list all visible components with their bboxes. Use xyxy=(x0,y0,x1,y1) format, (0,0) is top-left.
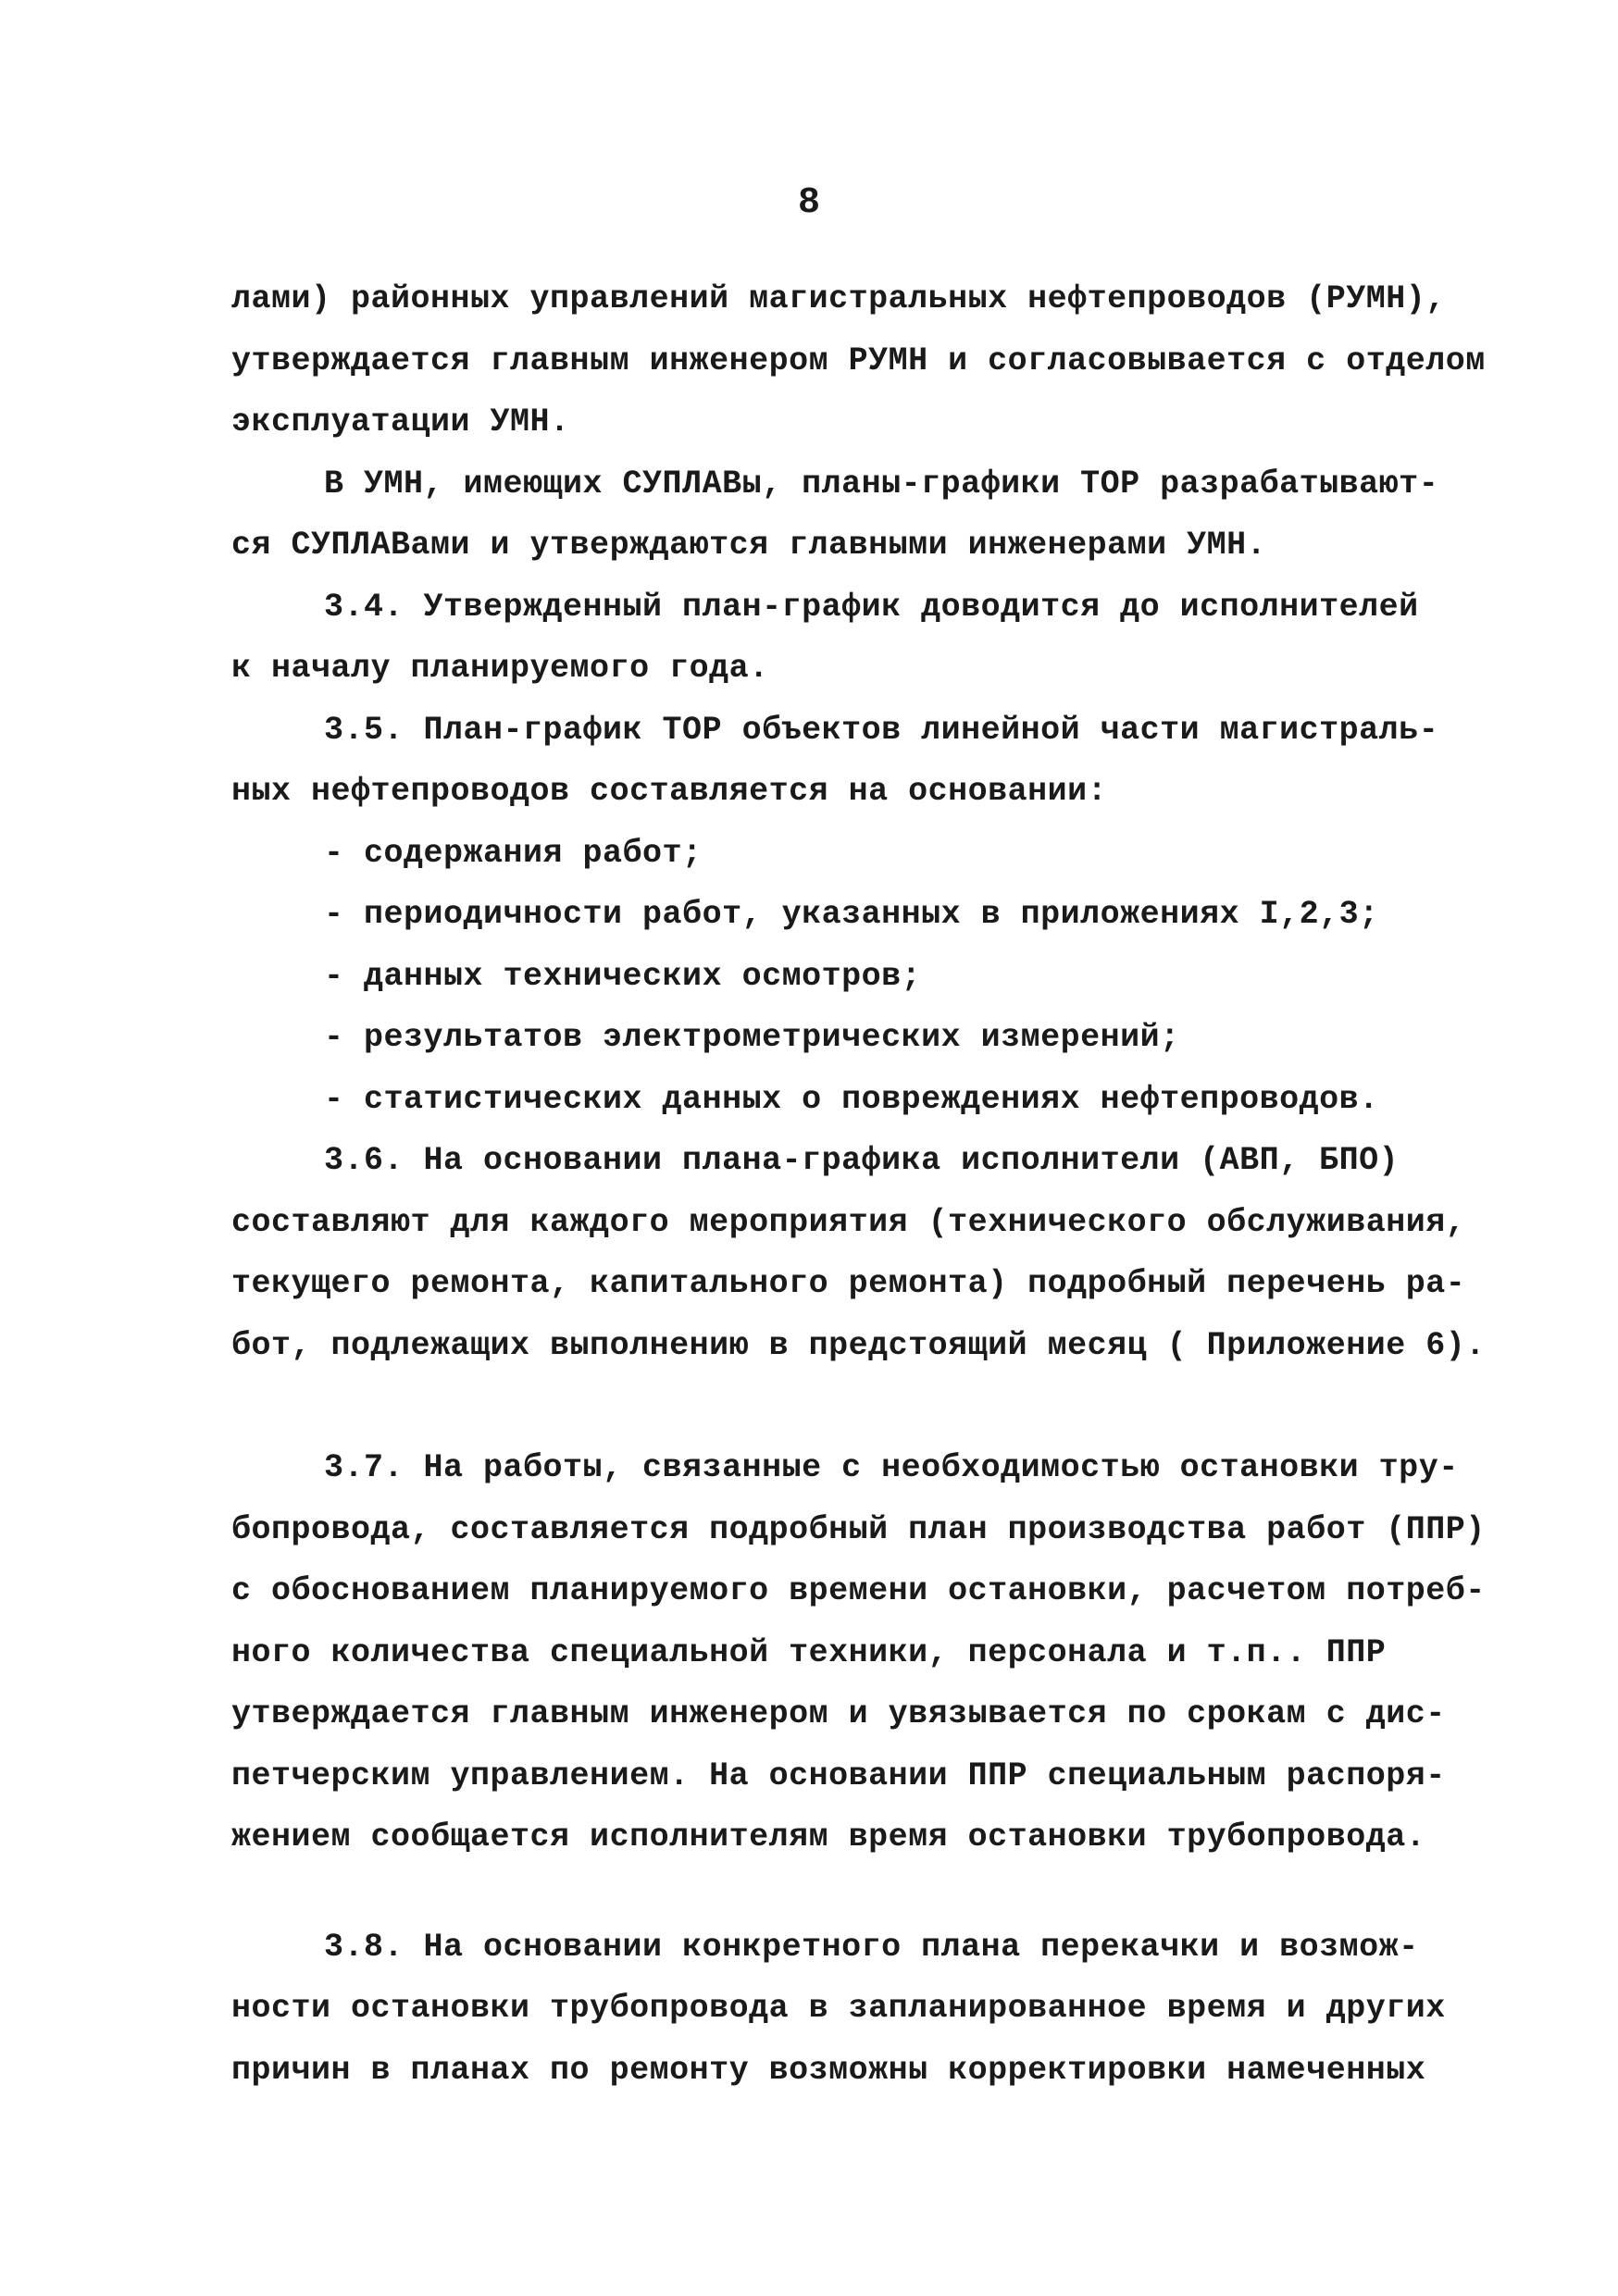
list-item: - результатов электрометрических измерений; xyxy=(324,1019,1180,1056)
text-line: ных нефтепроводов составляется на основании: xyxy=(231,773,1108,810)
list-item: - данных технических осмотров; xyxy=(324,957,922,995)
list-item: - статистических данных о повреждениях нефтепроводов. xyxy=(324,1080,1379,1118)
text-line: лами) районных управлений магистральных нефтепроводов (РУМН), xyxy=(231,280,1446,317)
list-item: - содержания работ; xyxy=(324,834,703,872)
paragraph-gap xyxy=(231,1376,1435,1437)
text-line: ся СУПЛАВами и утверждаются главными инженерами УМН. xyxy=(231,527,1267,564)
text-line: жением сообщается исполнителям время остановки трубопровода. xyxy=(231,1818,1426,1855)
section-3-6: 3.6. На основании плана-графика исполнители (АВП, БПО) xyxy=(324,1142,1400,1179)
document-body xyxy=(231,268,1486,2101)
paragraph-start: В УМН, имеющих СУПЛАВы, планы-графики ТОР разрабатывают- xyxy=(324,465,1439,503)
page-number: 8 xyxy=(797,182,820,224)
text-line: петчерским управлением. На основании ППР специальным распоря- xyxy=(231,1756,1446,1794)
text-line: причин в планах по ремонту возможны корректировки намеченных xyxy=(231,2051,1426,2089)
section-3-7: 3.7. На работы, связанные с необходимостью остановки тру- xyxy=(324,1449,1459,1486)
text-line: ного количества специальной техники, персонала и т.п.. ППР xyxy=(231,1633,1387,1671)
text-line: текущего ремонта, капитального ремонта) подробный перечень ра- xyxy=(231,1265,1466,1302)
text-line: эксплуатации УМН. xyxy=(231,403,570,441)
section-3-5: 3.5. План-график ТОР объектов линейной части магистраль- xyxy=(324,711,1439,749)
section-3-8: 3.8. На основании конкретного плана перекачки и возмож- xyxy=(324,1928,1419,1966)
text-line: к началу планируемого года. xyxy=(231,650,769,687)
section-3-4: 3.4. Утвержденный план-график доводится до исполнителей xyxy=(324,588,1419,626)
text-line: с обоснованием планируемого времени остановки, расчетом потреб- xyxy=(231,1572,1486,1609)
text-line: составляют для каждого мероприятия (технического обслуживания, xyxy=(231,1203,1466,1241)
list-item: - периодичности работ, указанных в приложениях I,2,3; xyxy=(324,896,1379,933)
text-line: ности остановки трубопровода в запланированное время и других xyxy=(231,1990,1446,2027)
text-line: бот, подлежащих выполнению в предстоящий месяц ( Приложение 6). xyxy=(231,1326,1486,1364)
text-line: утверждается главным инженером и увязывается по срокам с дис- xyxy=(231,1695,1446,1732)
text-line: утверждается главным инженером РУМН и согласовывается с отделом xyxy=(231,341,1486,379)
text-line: бопровода, составляется подробный план производства работ (ППР) xyxy=(231,1510,1486,1548)
paragraph-gap xyxy=(231,1868,1435,1917)
